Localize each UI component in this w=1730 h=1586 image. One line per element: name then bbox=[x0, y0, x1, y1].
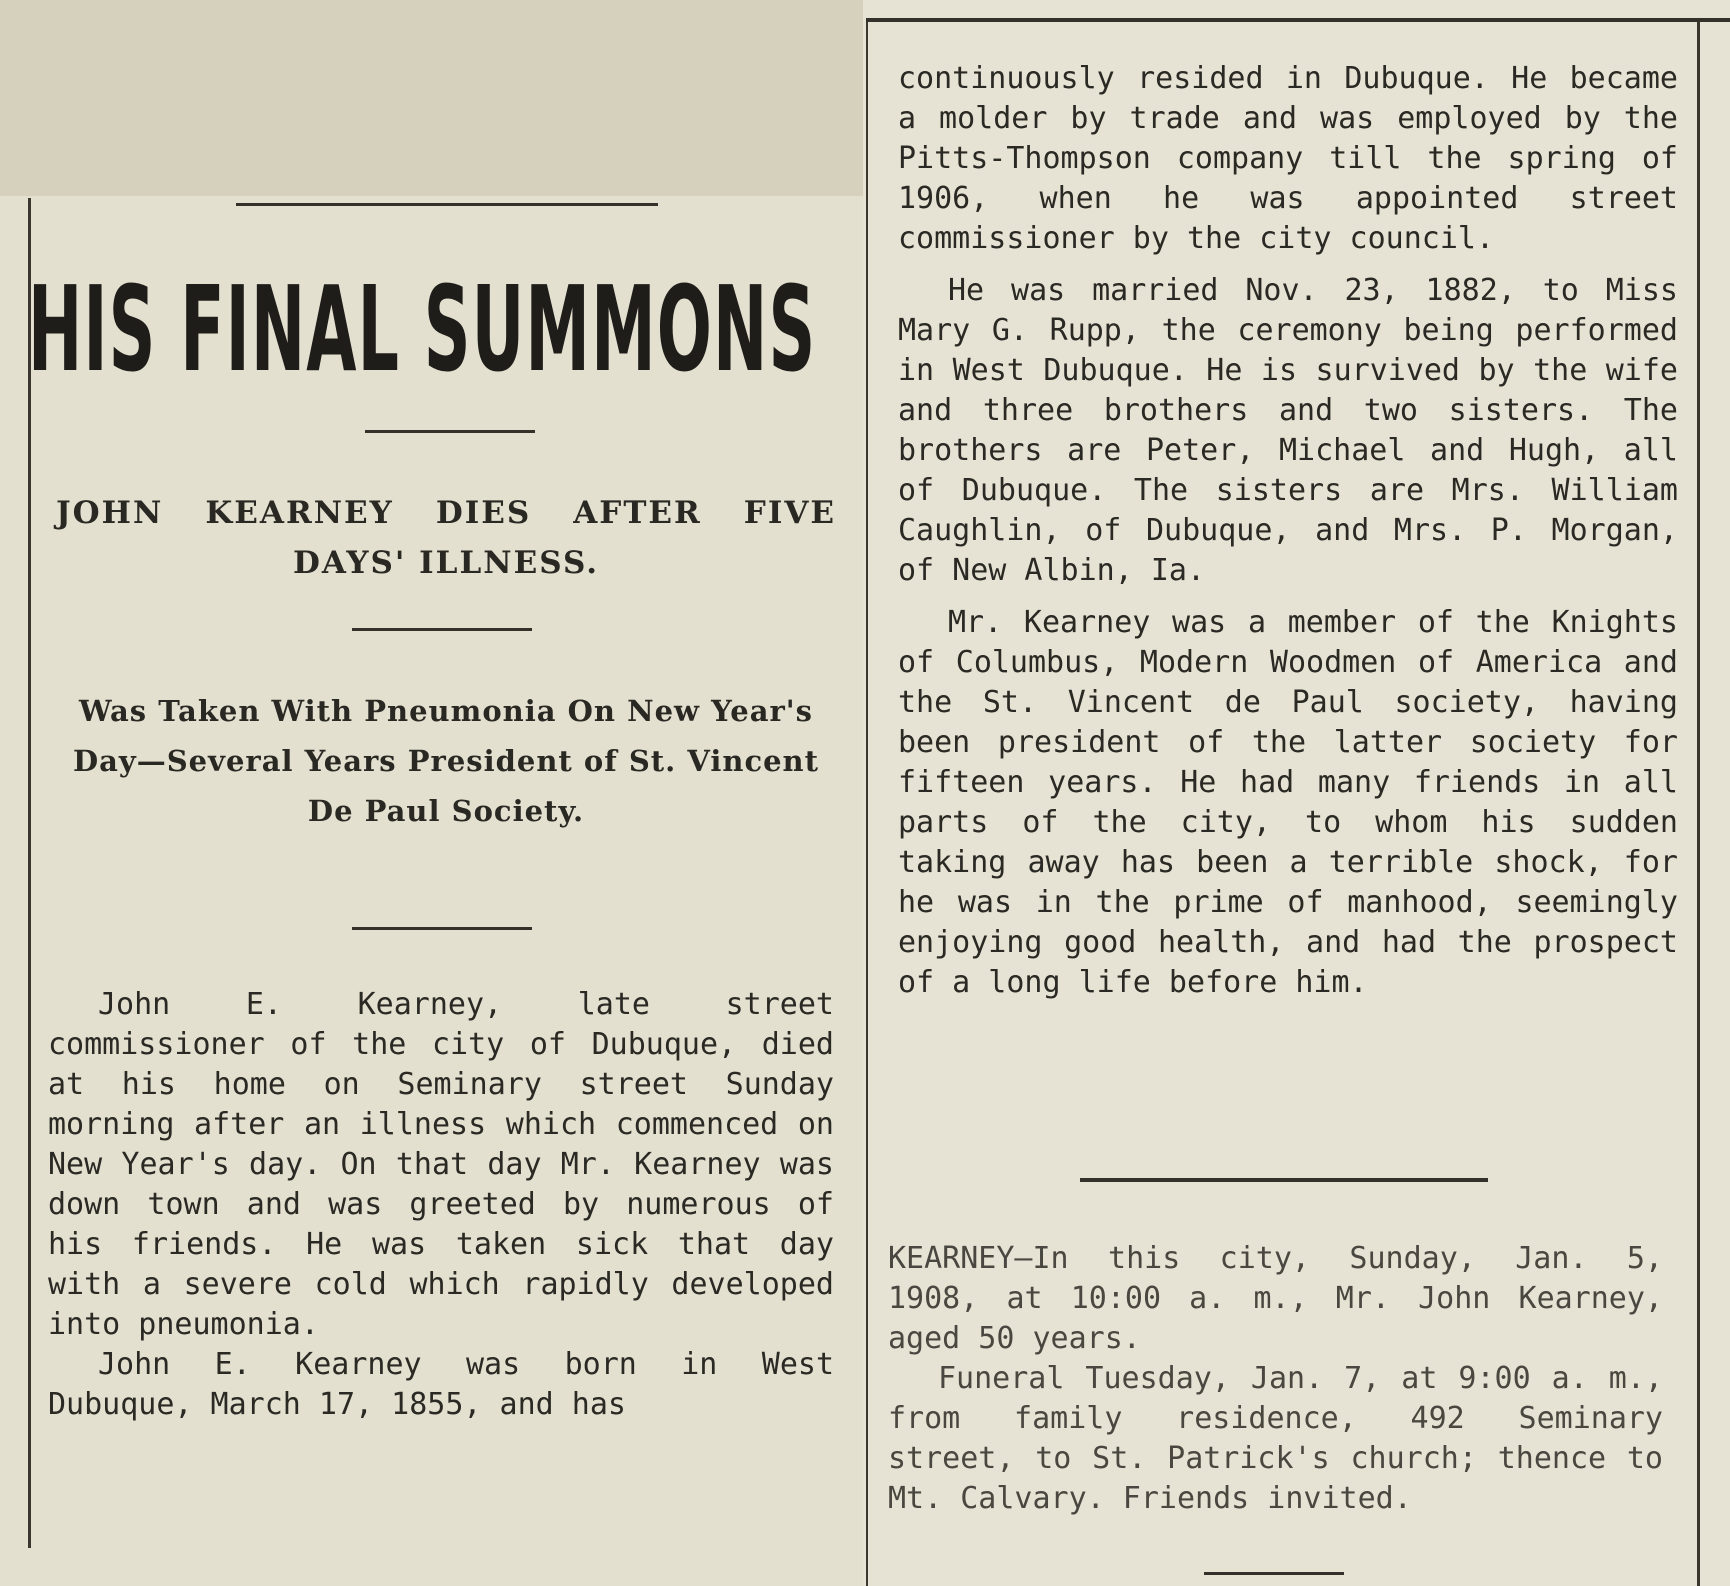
article-paragraph: He was married Nov. 23, 1882, to Miss Mary G. Rupp, the ceremony being performed in West Dubuque. He is survived by the wife and three brothers and two sisters. The brothers are Peter, Michael and Hugh, all of Dubuque. The sisters are Mrs. William Caughlin, of Dubuque, and Mrs. P. Morgan, of New Albin, Ia. bbox=[898, 273, 1678, 588]
right-column-body bbox=[898, 59, 1678, 1003]
headline-bottom-rule bbox=[365, 430, 535, 433]
left-column-body bbox=[48, 985, 834, 1425]
left-column-rule bbox=[28, 198, 31, 1548]
article-paragraph: Mr. Kearney was a member of the Knights of Columbus, Modern Woodmen of America and the St. Vincent de Paul society, having been president of the latter society for fifteen years. He had many friends in all parts of the city, to whom his sudden taking away has been a terrible shock, for he was in the prime of manhood, seemingly enjoying good health, and had the prospect of a long life before him. bbox=[898, 605, 1678, 1000]
death-notice-lead: KEARNEY—In this city, Sunday, Jan. 5, 1908, at 10:00 a. m., Mr. John Kearney, aged 50 years. bbox=[888, 1241, 1663, 1356]
deck: Was Taken With Pneumonia On New Year's Day—Several Years President of St. Vincent De Paul Society. bbox=[72, 694, 820, 828]
article-paragraph: continuously resided in Dubuque. He became a molder by trade and was employed by the Pitts-Thompson company till the spring of 1906, when he was appointed street commissioner by the city council. bbox=[898, 61, 1678, 256]
notice-end-rule bbox=[1204, 1572, 1344, 1575]
top-border-rule bbox=[866, 18, 1730, 22]
center-column-rule bbox=[866, 20, 868, 1586]
article-paragraph: John E. Kearney, late street commissioner of the city of Dubuque, died at his home on Seminary street Sunday morning after an illness which commenced on New Year's day. On that day Mr. Kearney was down town and was greeted by numerous of his friends. He was taken sick that day with a severe cold which rapidly developed into pneumonia. bbox=[48, 987, 834, 1342]
headline: HIS FINAL SUMMONS bbox=[28, 260, 817, 398]
right-column-rule bbox=[1697, 20, 1700, 1586]
article-paragraph: John E. Kearney was born in West Dubuque, March 17, 1855, and has bbox=[48, 1347, 834, 1422]
deck-bottom-rule bbox=[352, 927, 532, 930]
subheadline: JOHN KEARNEY DIES AFTER FIVE DAYS' ILLNESS. bbox=[56, 495, 836, 581]
subhead-bottom-rule bbox=[352, 628, 532, 631]
death-notice-funeral: Funeral Tuesday, Jan. 7, at 9:00 a. m., from family residence, 492 Seminary street, to St. Patrick's church; thence to Mt. Calvary. Friends invited. bbox=[888, 1361, 1663, 1516]
article-end-rule bbox=[1080, 1178, 1488, 1182]
headline-top-rule bbox=[236, 203, 658, 206]
death-notice bbox=[888, 1239, 1663, 1519]
